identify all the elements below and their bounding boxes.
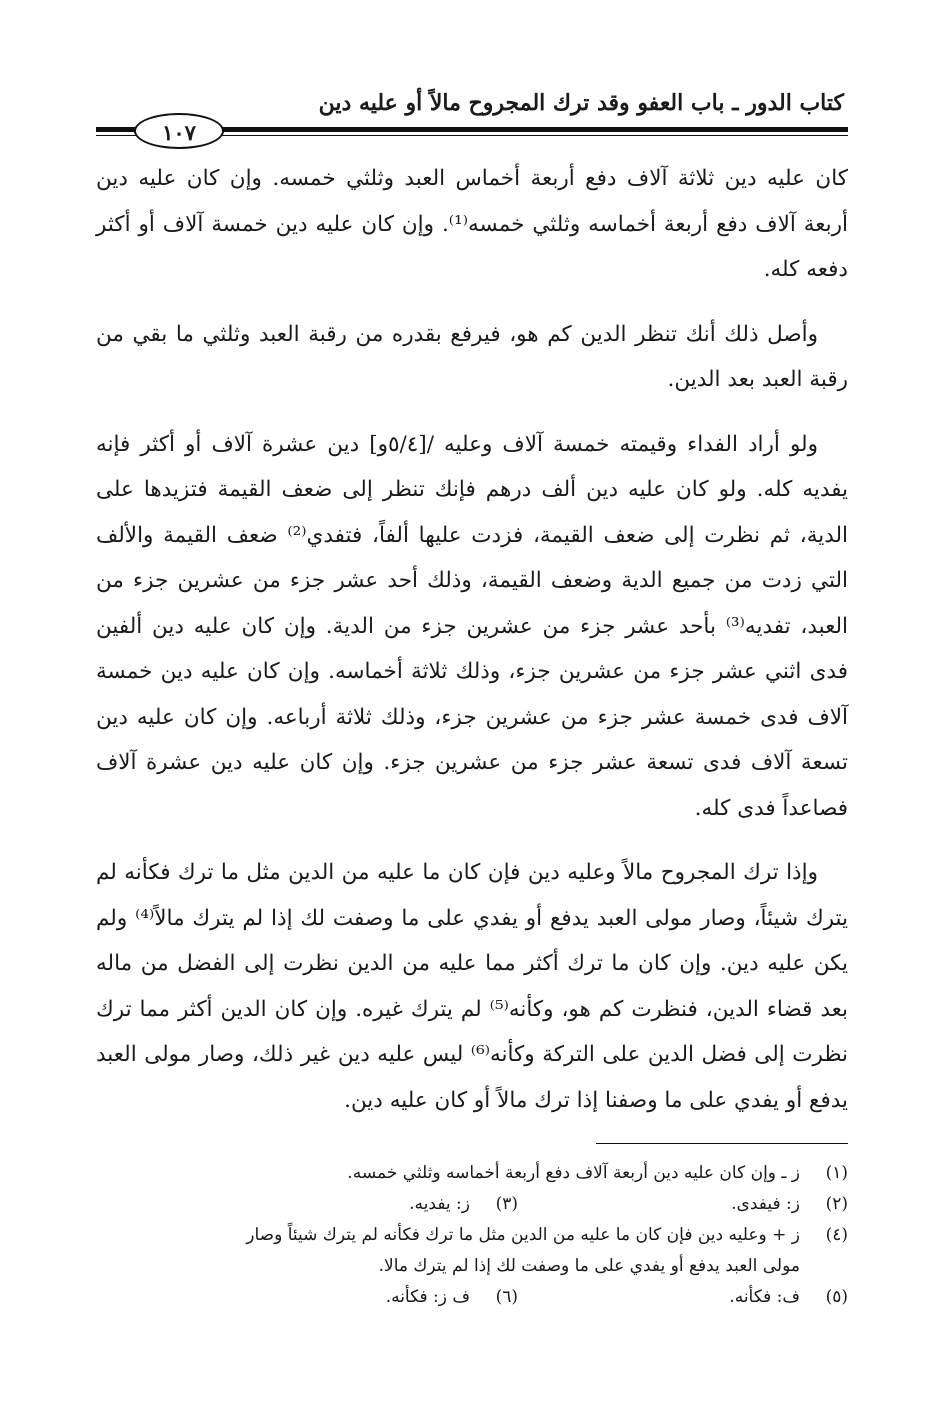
paragraph-2: وأصل ذلك أنك تنظر الدين كم هو، فيرفع بقدره من رقبة العبد وثلثي ما بقي من رقبة العبد بعد الدين.: [96, 321, 848, 392]
footnote-separator: [596, 1143, 848, 1144]
footnote-1: [96, 1158, 848, 1189]
footnote-2: [518, 1189, 848, 1220]
page-number-badge: ١٠٧: [134, 113, 224, 149]
footnote-number: (١): [825, 1163, 848, 1183]
footnote-4-continuation: مولى العبد يدفع أو يفدي على ما وصفت لك إذا لم يترك مالا.: [378, 1256, 800, 1276]
paragraph-4: وإذا ترك المجروح مالاً وعليه دين فإن كان ما عليه من الدين مثل ما ترك فكأنه لم يترك شيئاً، وصار مولى العبد يدفع أو يفدي على ما وصفت لك إذا لم يترك مالاً⁽⁴⁾ ولم يكن عليه دين. وإن كان ما ترك أكثر مما عليه من الدين نظرت إلى الفضل من ماله بعد قضاء الدين، فنظرت كم هو، وكأنه⁽⁵⁾ لم يترك غيره. وإن كان الدين أكثر مما ترك نظرت إلى فضل الدين على التركة وكأنه⁽⁶⁾ ليس عليه دين غير ذلك، وصار مولى العبد يدفع أو يفدي على ما وصفنا إذا ترك مالاً أو كان عليه دين.: [96, 860, 848, 1113]
footnote-number: (٣): [495, 1194, 518, 1214]
footnote-text: ف: فكأنه.: [729, 1287, 800, 1307]
footnote-6: [188, 1282, 518, 1313]
footnote-pair-2-3: [96, 1189, 848, 1220]
footnote-text: ز: يفديه.: [409, 1194, 470, 1214]
footnote-text: ز: فيفدى.: [731, 1194, 800, 1214]
footnote-text: ز ـ وإن كان عليه دين أربعة آلاف دفع أربعة أخماسه وثلثي خمسه.: [347, 1163, 800, 1183]
footnote-text: ف ز: فكأنه.: [385, 1287, 470, 1307]
footnote-5: [518, 1282, 848, 1313]
footnote-3: [188, 1189, 518, 1220]
footnotes: [96, 1158, 848, 1313]
paragraph-3: ولو أراد الفداء وقيمته خمسة آلاف وعليه /[٥/٤و] دين عشرة آلاف أو أكثر فإنه يفديه كله. ولو كان عليه دين ألف درهم فإنك تنظر إلى ضعف القيمة فتزيدها على الدية، ثم نظرت إلى ضعف القيمة، فزدت عليها ألفاً، فتفدي⁽²⁾ ضعف القيمة والألف التي زدت من جميع الدية وضعف القيمة، وذلك أحد عشر جزء من عشرين جزء من العبد، تفديه⁽³⁾ بأحد عشر جزء من عشرين جزء من الدية. وإن كان عليه دين ألفين فدى اثني عشر جزء من عشرين جزء، وذلك ثلاثة أخماسه. وإن كان عليه دين خمسة آلاف فدى خمسة عشر جزء من عشرين جزء، وذلك ثلاثة أرباعه. وإن كان عليه دين تسعة آلاف فدى تسعة عشر جزء من عشرين جزء. وإن كان عليه دين عشرة آلاف فصاعداً فدى كله.: [96, 431, 849, 821]
footnote-number: (٤): [825, 1225, 848, 1245]
footnote-number: (٦): [495, 1287, 518, 1307]
paragraph-1: كان عليه دين ثلاثة آلاف دفع أربعة أخماس العبد وثلثي خمسه. وإن كان عليه دين أربعة آلاف دفع أربعة أخماسه وثلثي خمسه⁽¹⁾. وإن كان عليه دين خمسة آلاف أو أكثر دفعه كله.: [96, 166, 848, 282]
footnote-4: [96, 1220, 848, 1251]
footnote-text: ز + وعليه دين فإن كان ما عليه من الدين مثل ما ترك فكأنه لم يترك شيئاً وصار: [246, 1225, 800, 1245]
footnote-number: (٥): [825, 1287, 848, 1307]
footnote-pair-5-6: [96, 1282, 848, 1313]
main-text: [96, 156, 848, 1142]
footnote-number: (٢): [825, 1194, 848, 1214]
running-title: كتاب الدور ـ باب العفو وقد ترك المجروح مالاً أو عليه دين: [318, 90, 844, 116]
